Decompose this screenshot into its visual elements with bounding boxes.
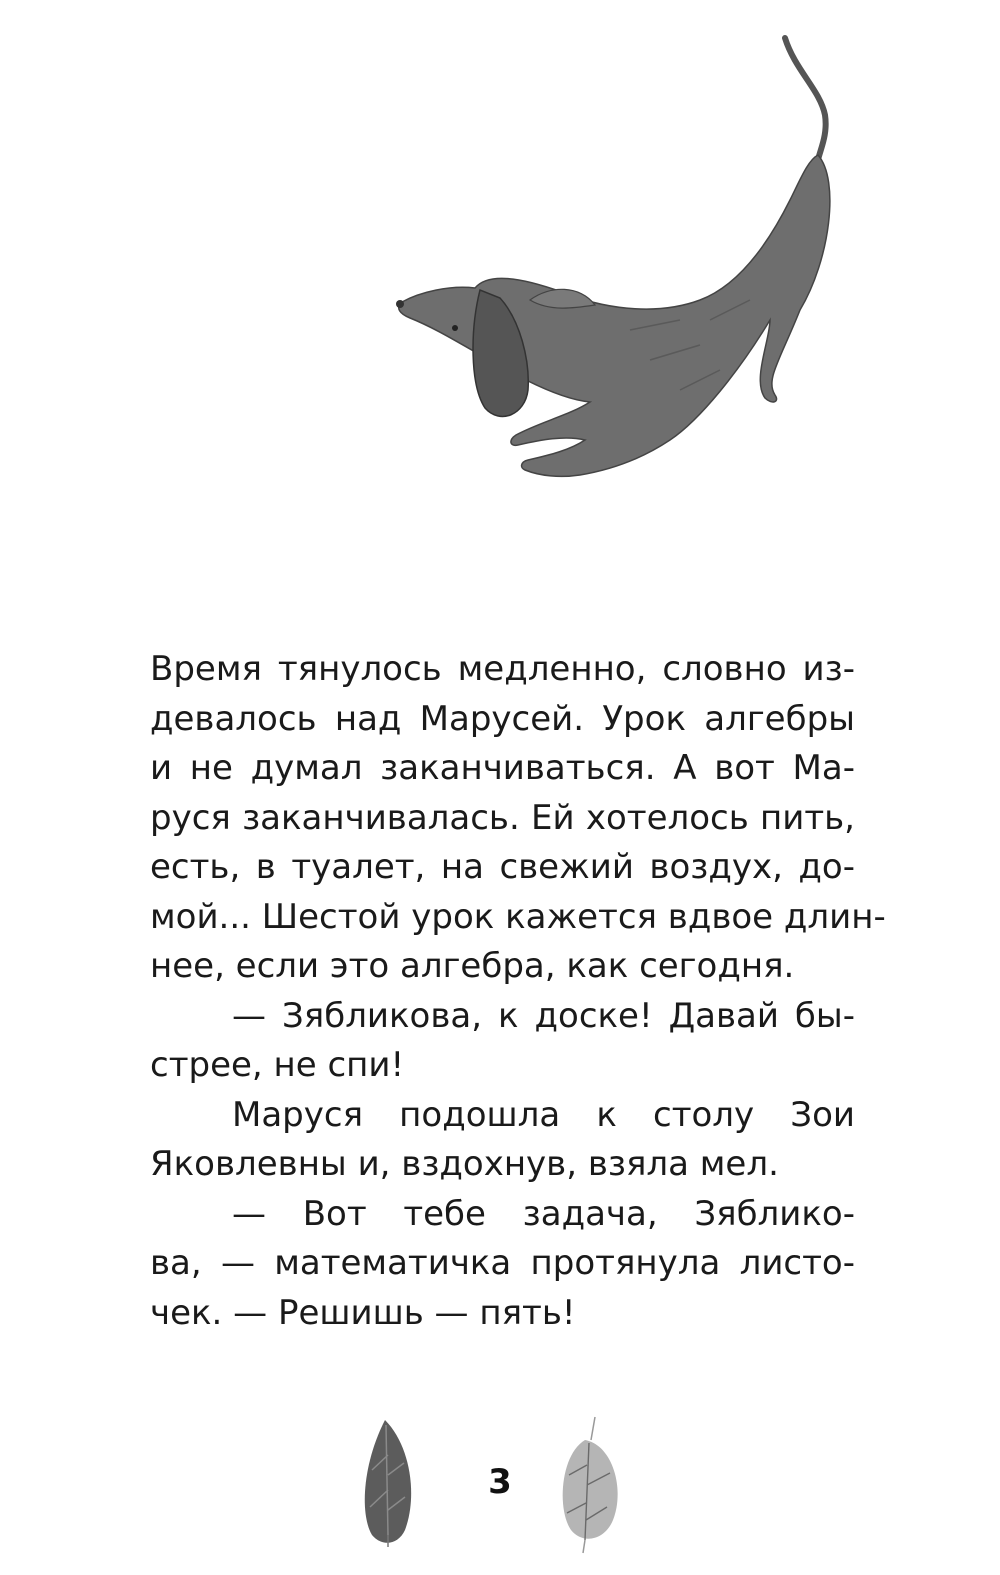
- text-line: и не думал заканчиваться. А вот Ма-: [150, 748, 855, 788]
- text-line: Яковлевны и, вздохнув, взяла мел.: [150, 1144, 779, 1184]
- text-line: девалось над Марусей. Урок алгебры: [150, 698, 855, 739]
- text-line: стрее, не спи!: [150, 1045, 405, 1085]
- page-number: 3: [488, 1462, 512, 1502]
- text-line: руся заканчивалась. Ей хотелось пить,: [150, 797, 855, 838]
- text-line: — Зябликова, к доске! Давай бы-: [232, 995, 855, 1036]
- text-line: чек. — Решишь — пять!: [150, 1292, 576, 1333]
- text-line: есть, в туалет, на свежий воздух, до-: [150, 847, 855, 887]
- text-line: — Вот тебе задача, Зяблико-: [232, 1193, 855, 1234]
- text-line: Время тянулось медленно, словно из-: [150, 649, 855, 689]
- leaf-icon: [360, 1415, 420, 1550]
- text-line: нее, если это алгебра, как сегодня.: [150, 946, 795, 986]
- page-footer: [0, 1410, 1000, 1560]
- leaf-icon: [555, 1415, 625, 1555]
- dachshund-dog-icon: [380, 30, 880, 500]
- body-text: [150, 645, 886, 1338]
- text-line: ва, — математичка протянула листо-: [150, 1243, 855, 1283]
- text-line: мой... Шестой урок кажется вдвое длин-: [150, 896, 886, 937]
- text-line: Маруся подошла к столу Зои: [232, 1094, 855, 1135]
